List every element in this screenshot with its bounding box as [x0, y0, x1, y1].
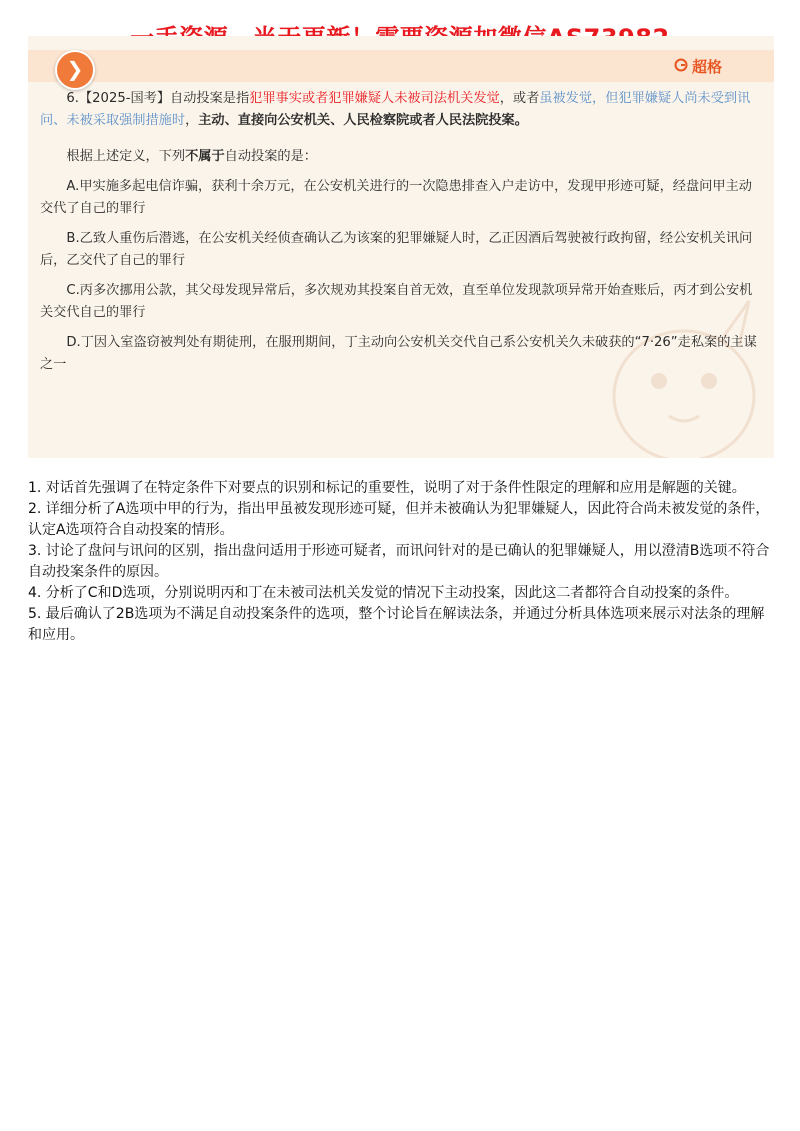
prompt-post: 自动投案的是： [224, 149, 317, 164]
brand-logo [674, 56, 722, 77]
brand-logo-text: 超格 [691, 58, 722, 76]
prompt-bold: 不属于 [185, 149, 225, 164]
prompt-pre: 根据上述定义，下列 [66, 149, 186, 164]
note-item: 3. 讨论了盘问与讯问的区别，指出盘问适用于形迹可疑者，而讯问针对的是已确认的犯罪嫌疑人，用以澄清B选项不符合自动投案条件的原因。 [28, 543, 770, 580]
stem-after-blue: ， [185, 113, 199, 128]
summary-notes [28, 478, 773, 646]
note-item: 2. 详细分析了A选项中甲的行为，指出甲虽被发现形迹可疑，但并未被确认为犯罪嫌疑人，因此符合尚未被发觉的条件，认定A选项符合自动投案的情形。 [28, 501, 770, 538]
stem-mid: ，或者 [499, 91, 540, 106]
note-item: 4. 分析了C和D选项，分别说明丙和丁在未被司法机关发觉的情况下主动投案，因此这二者都符合自动投案的条件。 [28, 585, 739, 601]
question-prompt [40, 146, 765, 168]
question-stem [40, 88, 765, 132]
option-d[interactable]: D.丁因入室盗窃被判处有期徒刑，在服刑期间，丁主动向公安机关交代自己系公安机关久未破获的“7·26”走私案的主谋之一 [40, 335, 757, 372]
option-c[interactable]: C.丙多次挪用公款，其父母发现异常后，多次规劝其投案自首无效，直至单位发现款项异常开始查账后，丙才到公安机关交代自己的罪行 [40, 283, 753, 320]
brand-logo-icon [674, 58, 688, 76]
option-b[interactable]: B.乙致人重伤后潜逃，在公安机关经侦查确认乙为该案的犯罪嫌疑人时，乙正因酒后驾驶被行政拘留，经公安机关讯问后，乙交代了自己的罪行 [40, 231, 753, 268]
question-body [40, 88, 765, 384]
note-item: 1. 对话首先强调了在特定条件下对要点的识别和标记的重要性，说明了对于条件性限定的理解和应用是解题的关键。 [28, 480, 746, 496]
slide-header-bar [28, 50, 774, 82]
chevron-right-icon[interactable]: ❯ [55, 50, 95, 90]
question-slide [28, 36, 774, 458]
note-item: 5. 最后确认了2B选项为不满足自动投案条件的选项，整个讨论旨在解读法条，并通过分析具体选项来展示对法条的理解和应用。 [28, 606, 765, 643]
stem-prefix: 6.【2025-国考】自动投案是指 [66, 91, 250, 106]
stem-blue-highlight: 虽被发觉，但犯罪嫌疑人尚未受到讯问、未被采取强制措施时 [40, 91, 751, 128]
stem-red-highlight: 犯罪事实或者犯罪嫌疑人未被司法机关发觉 [249, 91, 500, 106]
option-a[interactable]: A.甲实施多起电信诈骗，获利十余万元，在公安机关进行的一次隐患排查入户走访中，发现甲形迹可疑，经盘问甲主动交代了自己的罪行 [40, 179, 752, 216]
stem-bold: 主动、直接向公安机关、人民检察院或者人民法院投案。 [198, 113, 528, 128]
